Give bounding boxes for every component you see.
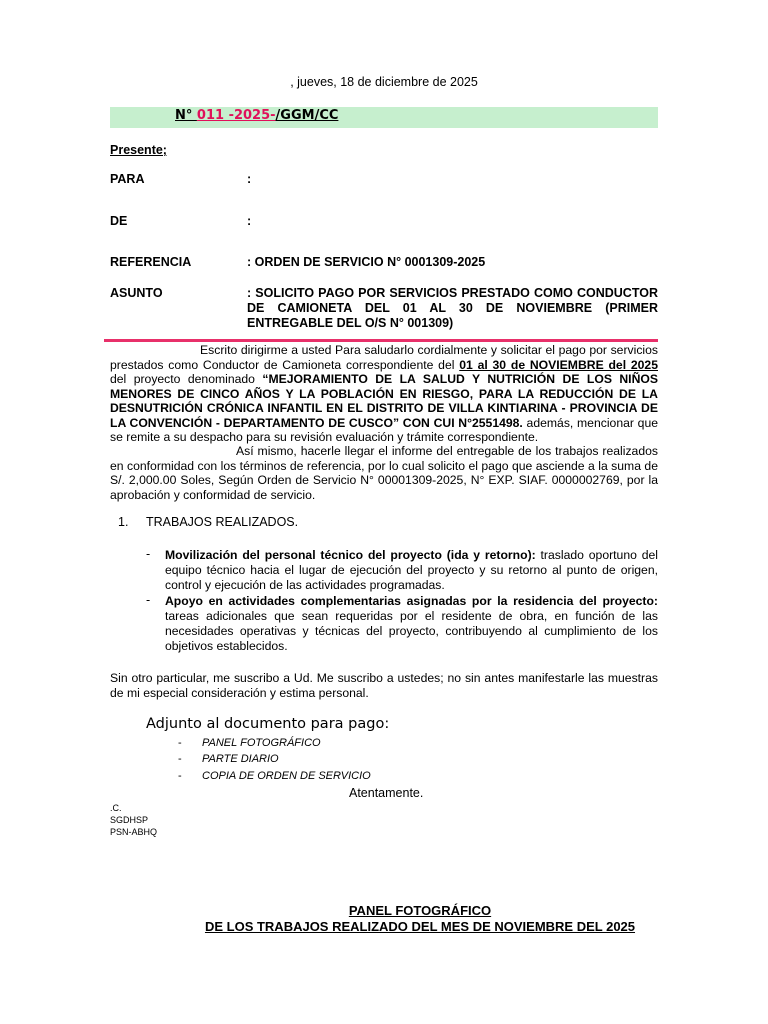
cc-line-1: .C. xyxy=(110,803,122,813)
attach-dash-3: - xyxy=(178,770,182,782)
p1-end: además, mencionar que se remite a su despacho para su revisión evaluación y trámite correspondiente. xyxy=(110,415,659,444)
panel-subtitle: DE LOS TRABAJOS REALIZADO DEL MES DE NOVIEMBRE DEL 2025 xyxy=(204,919,636,934)
task-2-title: Apoyo en actividades complementarias asignadas por la residencia del proyecto: xyxy=(165,594,658,608)
task-1-title: Movilización del personal técnico del proyecto (ida y retorno): xyxy=(165,548,536,562)
task-2-text: tareas adicionales que sean requeridas por el residente de obra, en función de las necesidades operativas y técnicas del proyecto, contribuyendo al cumplimiento de los objetivos establecidos. xyxy=(165,609,658,653)
task-item-1 xyxy=(165,548,658,593)
date-line: , jueves, 18 de diciembre de 2025 xyxy=(290,75,478,89)
doc-number-prefix: N° xyxy=(175,108,197,123)
task-dash-2: - xyxy=(146,593,151,607)
referencia-value: : ORDEN DE SERVICIO N° 0001309-2025 xyxy=(247,255,486,269)
para-label: PARA xyxy=(110,172,145,186)
task-dash-1: - xyxy=(146,547,151,561)
attach-item-1: PANEL FOTOGRÁFICO xyxy=(202,737,321,749)
task-1-text: traslado oportuno del equipo técnico hacia el lugar de ejecución del proyecto y su retorno al punto de origen, control y ejecución de las actividades programadas. xyxy=(165,548,658,592)
de-colon: : xyxy=(247,214,252,228)
asunto-value: : SOLICITO PAGO POR SERVICIOS PRESTADO COMO CONDUCTOR DE CAMIONETA DEL 01 AL 30 DE NOVIEMBRE (PRIMER ENTREGABLE DEL O/S N° 001309) xyxy=(247,286,658,330)
doc-number-suffix: /GGM/CC xyxy=(275,108,339,123)
section-title: TRABAJOS REALIZADOS. xyxy=(146,515,299,529)
attach-item-2: PARTE DIARIO xyxy=(202,753,279,765)
attach-title: Adjunto al documento para pago: xyxy=(146,716,390,732)
p1-mid: del proyecto denominado xyxy=(110,372,263,386)
divider-rule xyxy=(104,339,658,342)
de-label: DE xyxy=(110,214,128,228)
doc-number xyxy=(175,108,338,123)
body-paragraph-2 xyxy=(110,444,658,502)
cc-line-3: PSN-ABHQ xyxy=(110,827,158,837)
task-item-2 xyxy=(165,594,658,654)
referencia-label: REFERENCIA xyxy=(110,255,192,269)
p1-intro: Escrito dirigirme a usted Para saludarlo cordialmente y solicitar el pago por servicios prestados como Conductor de Camioneta correspondiente del xyxy=(110,343,658,372)
presente-label: Presente; xyxy=(110,143,167,157)
attach-dash-1: - xyxy=(178,737,182,749)
closing-paragraph: Sin otro particular, me suscribo a Ud. Me suscribo a ustedes; no sin antes manifestarle las muestras de mi especial consideración y estima personal. xyxy=(110,671,658,700)
atentamente: Atentamente. xyxy=(349,786,424,800)
p1-project: “MEJORAMIENTO DE LA SALUD Y NUTRICIÓN DE LOS NIÑOS MENORES DE CINCO AÑOS Y LA POBLACIÓN EN RIESGO, PARA LA REDUCCIÓN DE LA DESNUTRICIÓN CRÓNICA INFANTIL EN EL DISTRITO DE VILLA KINTIARINA - PROVINCIA DE LA CONVENCIÓN - DEPARTAMENTO DE CUSCO” CON CUI N°2551498. xyxy=(110,372,658,430)
doc-number-value: 011 -2025- xyxy=(196,108,276,123)
p1-period: 01 al 30 de NOVIEMBRE del 2025 xyxy=(459,357,658,372)
cc-line-2: SGDHSP xyxy=(110,815,149,825)
panel-title: PANEL FOTOGRÁFICO xyxy=(348,903,492,918)
asunto-label: ASUNTO xyxy=(110,286,163,300)
p2-text: Así mismo, hacerle llegar el informe del entregable de los trabajos realizados en conformidad con los términos de referencia, por lo cual solicito el pago que asciende a la suma de S/. 2,000.00 Soles, Según Orden de Servicio N° 00001309-2025, N° EXP. SIAF. 0000002769, por la aprobación y conformidad de servicio. xyxy=(110,444,658,502)
body-paragraph-1 xyxy=(110,343,658,445)
para-colon: : xyxy=(247,172,252,186)
attach-dash-2: - xyxy=(178,753,182,765)
section-number: 1. xyxy=(118,515,129,529)
attach-item-3: COPIA DE ORDEN DE SERVICIO xyxy=(202,770,371,782)
